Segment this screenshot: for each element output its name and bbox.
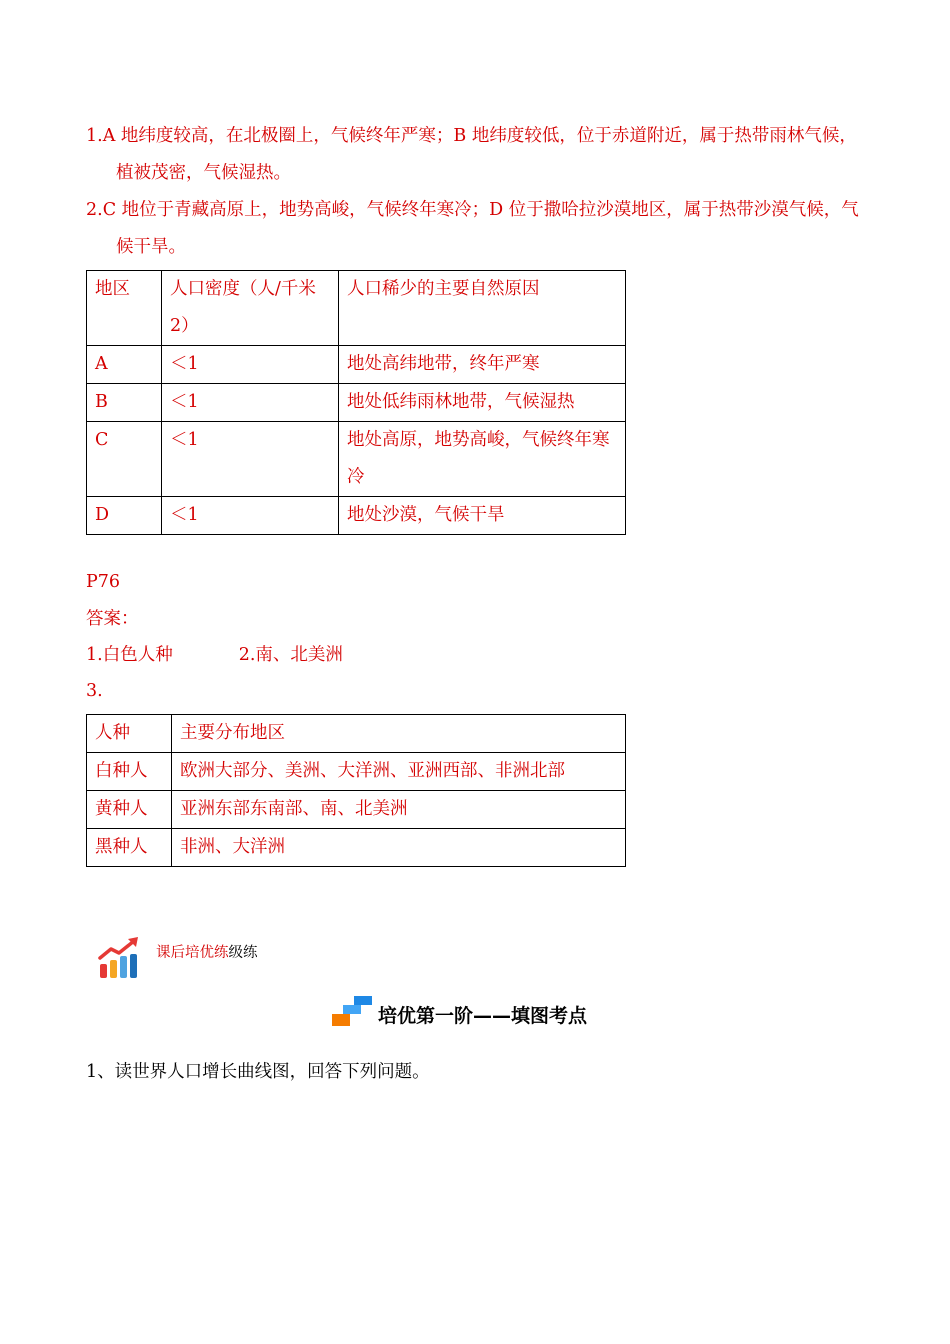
table-header-row [87, 271, 626, 346]
header-cell: 人口密度（人/千米2） [162, 271, 339, 346]
question-1: 1、读世界人口增长曲线图，回答下列问题。 [86, 1062, 430, 1082]
section-title: 培优第一阶——填图考点 [378, 1004, 588, 1027]
table-cell: 地处高纬地带，终年严寒 [339, 346, 626, 384]
table-row [87, 753, 626, 791]
practice-banner [98, 936, 258, 984]
table-cell: 黄种人 [87, 791, 172, 829]
page-label: P76 [86, 572, 121, 592]
table-row [87, 422, 626, 497]
answer-76-item-2: 2.南、北美洲 [238, 645, 343, 665]
answer-item-2 [86, 192, 866, 266]
table-cell: 地处高原，地势高峻，气候终年寒冷 [339, 422, 626, 497]
race-distribution-table [86, 714, 626, 867]
table-cell: B [87, 384, 162, 422]
table-cell: 欧洲大部分、美洲、大洋洲、亚洲西部、非洲北部 [172, 753, 626, 791]
table-row [87, 384, 626, 422]
table-cell: ＜1 [162, 346, 339, 384]
answer-line-1-2 [86, 637, 343, 674]
section-heading [332, 996, 587, 1032]
table-cell: 地处沙漠，气候干旱 [339, 497, 626, 535]
table-header-row [87, 715, 626, 753]
header-cell: 人种 [87, 715, 172, 753]
table-row [87, 346, 626, 384]
table-cell: 非洲、大洋洲 [172, 829, 626, 867]
table-row [87, 497, 626, 535]
table-cell: C [87, 422, 162, 497]
table-cell: 白种人 [87, 753, 172, 791]
answer-item-1 [86, 118, 866, 192]
table-cell: ＜1 [162, 422, 339, 497]
answer-76-item-1: 1.白色人种 [86, 645, 173, 665]
table-cell: 黑种人 [87, 829, 172, 867]
stairs-icon [332, 996, 372, 1032]
banner-text-black: 级练 [228, 945, 258, 961]
population-density-table [86, 270, 626, 535]
header-cell: 人口稀少的主要自然原因 [339, 271, 626, 346]
answer-76-item-3: 3. [86, 681, 103, 701]
banner-text-red: 课后培优练 [156, 945, 229, 961]
table-cell: 亚洲东部东南部、南、北美洲 [172, 791, 626, 829]
table-cell: A [87, 346, 162, 384]
header-cell: 地区 [87, 271, 162, 346]
table-cell: ＜1 [162, 384, 339, 422]
growth-chart-icon [98, 936, 142, 984]
banner-text [156, 941, 258, 962]
answer-item-2-text: 2.C 地位于青藏高原上，地势高峻，气候终年寒冷；D 位于撒哈拉沙漠地区，属于热带沙漠气候，气候干旱。 [86, 200, 859, 257]
table-cell: D [87, 497, 162, 535]
answer-item-1-text: 1.A 地纬度较高，在北极圈上，气候终年严寒；B 地纬度较低，位于赤道附近，属于热带雨林气候，植被茂密，气候湿热。 [86, 126, 857, 183]
table-row [87, 829, 626, 867]
table-cell: ＜1 [162, 497, 339, 535]
answer-label: 答案： [86, 609, 139, 629]
header-cell: 主要分布地区 [172, 715, 626, 753]
table-cell: 地处低纬雨林地带，气候湿热 [339, 384, 626, 422]
table-row [87, 791, 626, 829]
